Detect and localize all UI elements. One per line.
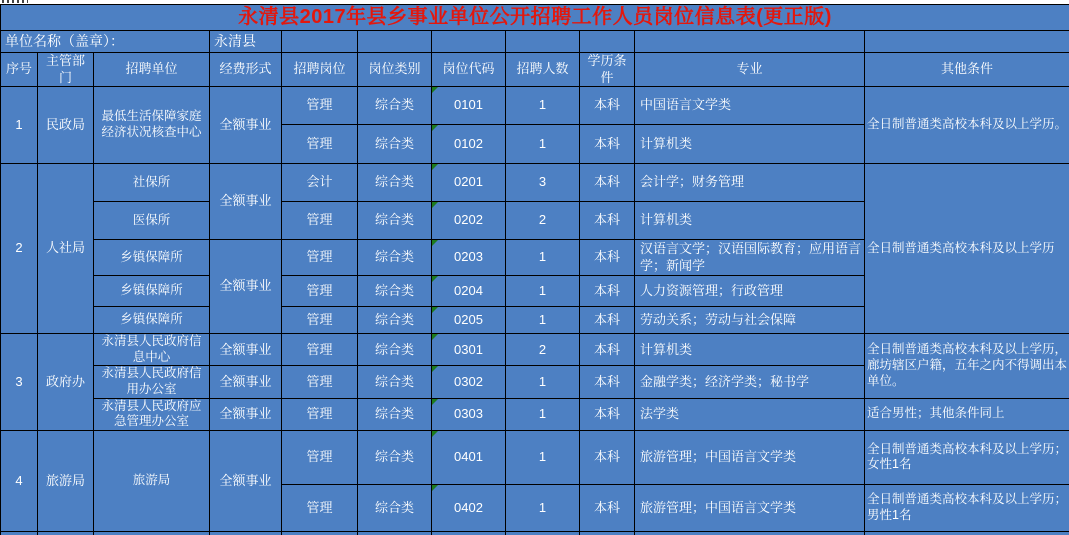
cell-dept: 民政局 xyxy=(38,87,94,164)
table-row xyxy=(1,334,1069,366)
cell-education: 本科 xyxy=(580,276,635,307)
cell-code xyxy=(432,307,506,334)
excel-error-indicator-icon xyxy=(432,87,438,93)
cell-empty xyxy=(506,31,580,53)
excel-error-indicator-icon xyxy=(432,125,438,131)
cell-post: 管理 xyxy=(282,240,358,276)
cell-unit: 社保所 xyxy=(94,164,210,202)
cell-category: 综合类 xyxy=(358,125,432,164)
cell-count: 1 xyxy=(506,125,580,164)
cell-seq: 1 xyxy=(1,87,38,164)
cell-category: 综合类 xyxy=(358,366,432,398)
cell-empty xyxy=(282,31,358,53)
cell-education: 本科 xyxy=(580,240,635,276)
excel-error-indicator-icon xyxy=(432,399,438,405)
cell-major: 计算机类 xyxy=(635,334,865,366)
cell-major: 中国语言文学类 xyxy=(635,87,865,125)
col-header-education: 学历条件 xyxy=(580,53,635,87)
cell-code-text: 0303 xyxy=(454,406,483,421)
cell-empty xyxy=(580,31,635,53)
table-row xyxy=(1,87,1069,125)
cell-fund: 全额事业 xyxy=(210,430,282,531)
col-header-category: 岗位类别 xyxy=(358,53,432,87)
cell-code xyxy=(432,87,506,125)
excel-error-indicator-icon xyxy=(432,485,438,491)
cell-post: 管理 xyxy=(282,334,358,366)
cell-major: 汉语言文学；汉语国际教育；应用语言学；新闻学 xyxy=(635,240,865,276)
unit-name-value: 永清县 xyxy=(210,31,282,53)
cell-education: 本科 xyxy=(580,334,635,366)
cell-unit: 旅游局 xyxy=(94,430,210,531)
col-header-unit: 招聘单位 xyxy=(94,53,210,87)
excel-error-indicator-icon xyxy=(432,202,438,208)
scan-artifact xyxy=(2,0,28,3)
cell-empty xyxy=(282,531,358,535)
unit-name-row xyxy=(1,31,1069,53)
cell-code xyxy=(432,334,506,366)
col-header-code: 岗位代码 xyxy=(432,53,506,87)
cell-empty xyxy=(506,531,580,535)
excel-error-indicator-icon xyxy=(432,307,438,313)
cell-post: 管理 xyxy=(282,307,358,334)
excel-error-indicator-icon xyxy=(432,334,438,340)
header-row xyxy=(1,53,1069,87)
cell-count: 1 xyxy=(506,430,580,484)
cell-major: 计算机类 xyxy=(635,125,865,164)
job-postings-table xyxy=(0,4,1069,535)
cell-post: 管理 xyxy=(282,276,358,307)
excel-error-indicator-icon xyxy=(432,240,438,246)
cell-category: 综合类 xyxy=(358,430,432,484)
cell-unit: 医保所 xyxy=(94,202,210,240)
cell-dept: 政府办 xyxy=(38,334,94,431)
cell-other: 全日制普通类高校本科及以上学历。 xyxy=(865,87,1069,164)
cell-fund: 全额事业 xyxy=(210,366,282,398)
cell-category: 综合类 xyxy=(358,276,432,307)
cell-category: 综合类 xyxy=(358,398,432,430)
cell-count: 1 xyxy=(506,240,580,276)
cell-count: 1 xyxy=(506,484,580,531)
cell-code-text: 0201 xyxy=(454,174,483,190)
cell-code-text: 0301 xyxy=(454,341,483,357)
cell-code xyxy=(432,202,506,240)
col-header-count: 招聘人数 xyxy=(506,53,580,87)
cell-unit: 最低生活保障家庭经济状况核查中心 xyxy=(94,87,210,164)
cell-fund: 全额事业 xyxy=(210,87,282,164)
cell-major: 会计学；财务管理 xyxy=(635,164,865,202)
cell-unit: 永清县人民政府应急管理办公室 xyxy=(94,398,210,430)
cell-count: 1 xyxy=(506,307,580,334)
cell-empty xyxy=(432,31,506,53)
cell-major: 计算机类 xyxy=(635,202,865,240)
cell-education: 本科 xyxy=(580,202,635,240)
cell-fund: 全额事业 xyxy=(210,334,282,366)
cell-other: 适合男性；其他条件同上 xyxy=(865,398,1069,430)
cell-code-text: 0302 xyxy=(454,373,483,389)
cell-education: 本科 xyxy=(580,307,635,334)
excel-error-indicator-icon xyxy=(432,276,438,282)
cell-major: 法学类 xyxy=(635,398,865,430)
page-title: 永清县2017年县乡事业单位公开招聘工作人员岗位信息表(更正版) xyxy=(1,5,1069,31)
excel-error-indicator-icon xyxy=(432,366,438,372)
cell-code xyxy=(432,366,506,398)
table-row xyxy=(1,398,1069,430)
cell-empty xyxy=(865,531,1069,535)
cell-fund: 全额事业 xyxy=(210,240,282,334)
cell-other: 全日制普通类高校本科及以上学历；男性1名 xyxy=(865,484,1069,531)
cell-empty xyxy=(580,531,635,535)
cell-major: 劳动关系；劳动与社会保障 xyxy=(635,307,865,334)
cell-category: 综合类 xyxy=(358,87,432,125)
cell-post: 管理 xyxy=(282,125,358,164)
col-header-dept: 主管部门 xyxy=(38,53,94,87)
cell-post: 管理 xyxy=(282,202,358,240)
cell-count: 1 xyxy=(506,398,580,430)
cell-education: 本科 xyxy=(580,125,635,164)
title-row xyxy=(1,5,1069,31)
cell-education: 本科 xyxy=(580,484,635,531)
table-row xyxy=(1,164,1069,202)
cell-count: 2 xyxy=(506,334,580,366)
cell-empty xyxy=(210,531,282,535)
cell-dept: 旅游局 xyxy=(38,430,94,531)
cell-other: 全日制普通类高校本科及以上学历 xyxy=(865,164,1069,334)
cell-dept: 人社局 xyxy=(38,164,94,334)
cell-post: 管理 xyxy=(282,398,358,430)
cell-major: 人力资源管理；行政管理 xyxy=(635,276,865,307)
cell-empty xyxy=(432,531,506,535)
cell-major: 旅游管理；中国语言文学类 xyxy=(635,484,865,531)
cell-education: 本科 xyxy=(580,430,635,484)
cell-education: 本科 xyxy=(580,398,635,430)
col-header-fund: 经费形式 xyxy=(210,53,282,87)
cell-code xyxy=(432,164,506,202)
cell-code-text: 0205 xyxy=(454,311,483,327)
col-header-other: 其他条件 xyxy=(865,53,1069,87)
cell-code xyxy=(432,240,506,276)
cell-empty xyxy=(358,31,432,53)
cell-empty xyxy=(38,531,94,535)
col-header-major: 专业 xyxy=(635,53,865,87)
cell-count: 1 xyxy=(506,87,580,125)
cell-category: 综合类 xyxy=(358,164,432,202)
excel-error-indicator-icon xyxy=(432,431,438,437)
cell-post: 管理 xyxy=(282,484,358,531)
cell-count: 1 xyxy=(506,276,580,307)
cell-code-text: 0401 xyxy=(454,449,483,465)
cell-empty xyxy=(635,31,865,53)
cell-unit: 乡镇保障所 xyxy=(94,276,210,307)
cell-code-text: 0102 xyxy=(454,135,483,151)
col-header-seq: 序号 xyxy=(1,53,38,87)
cell-code-text: 0402 xyxy=(454,499,483,515)
cell-empty xyxy=(358,531,432,535)
cell-code-text: 0202 xyxy=(454,212,483,228)
cell-code xyxy=(432,398,506,430)
cell-code xyxy=(432,276,506,307)
cell-empty xyxy=(635,531,865,535)
cell-category: 综合类 xyxy=(358,240,432,276)
cell-major: 旅游管理；中国语言文学类 xyxy=(635,430,865,484)
cell-unit: 乡镇保障所 xyxy=(94,240,210,276)
cell-category: 综合类 xyxy=(358,202,432,240)
cell-code-text: 0203 xyxy=(454,249,483,265)
cell-post: 管理 xyxy=(282,430,358,484)
cell-seq: 4 xyxy=(1,430,38,531)
cell-education: 本科 xyxy=(580,87,635,125)
table-row xyxy=(1,430,1069,484)
cell-fund: 全额事业 xyxy=(210,398,282,430)
cell-count: 1 xyxy=(506,366,580,398)
cell-unit: 永清县人民政府信用办公室 xyxy=(94,366,210,398)
cell-empty xyxy=(865,31,1069,53)
cell-category: 综合类 xyxy=(358,484,432,531)
partial-row xyxy=(1,531,1069,535)
cell-category: 综合类 xyxy=(358,334,432,366)
cell-unit: 永清县人民政府信息中心 xyxy=(94,334,210,366)
cell-post: 管理 xyxy=(282,87,358,125)
cell-unit: 乡镇保障所 xyxy=(94,307,210,334)
col-header-post: 招聘岗位 xyxy=(282,53,358,87)
cell-major: 金融学类；经济学类；秘书学 xyxy=(635,366,865,398)
cell-fund: 全额事业 xyxy=(210,164,282,240)
cell-code xyxy=(432,484,506,531)
cell-count: 3 xyxy=(506,164,580,202)
unit-name-label: 单位名称（盖章）： xyxy=(1,31,210,53)
excel-error-indicator-icon xyxy=(432,164,438,170)
cell-education: 本科 xyxy=(580,366,635,398)
cell-category: 综合类 xyxy=(358,307,432,334)
cell-education: 本科 xyxy=(580,164,635,202)
cell-other: 全日制普通类高校本科及以上学历；女性1名 xyxy=(865,430,1069,484)
cell-post: 管理 xyxy=(282,366,358,398)
cell-code xyxy=(432,430,506,484)
cell-code-text: 0204 xyxy=(454,282,483,298)
cell-count: 2 xyxy=(506,202,580,240)
cell-post: 会计 xyxy=(282,164,358,202)
cell-code-text: 0101 xyxy=(454,97,483,113)
cell-seq: 3 xyxy=(1,334,38,431)
cell-seq: 2 xyxy=(1,164,38,334)
cell-empty xyxy=(1,531,38,535)
cell-empty xyxy=(94,531,210,535)
cell-code xyxy=(432,125,506,164)
cell-other: 全日制普通类高校本科及以上学历，廊坊辖区户籍，五年之内不得调出本单位。 xyxy=(865,334,1069,399)
